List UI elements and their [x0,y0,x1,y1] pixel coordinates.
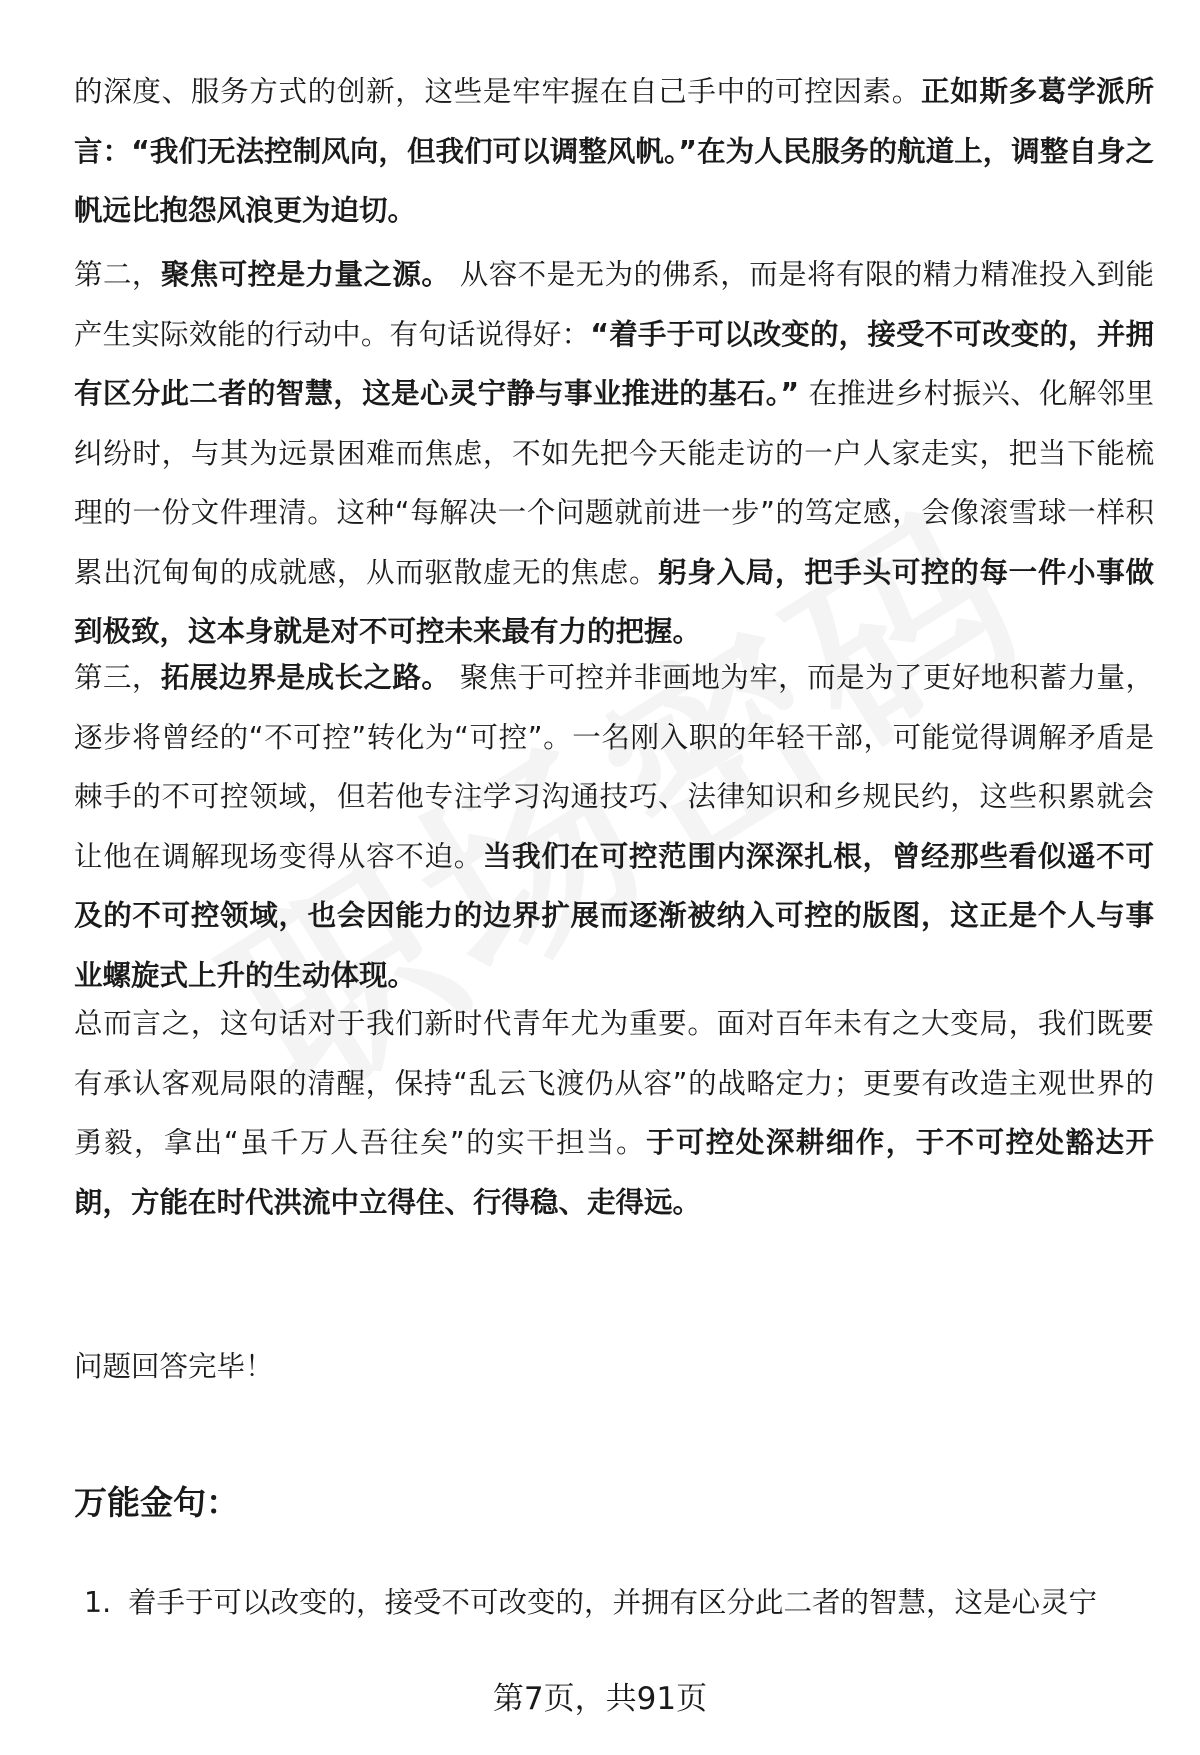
paragraph-bold-quote: “着手于可以改变的，接受不可改变的，并拥有区分此二者的智慧，这是心灵宁静与事业推进的基石。” [74,317,1154,410]
list-item-text: 着手于可以改变的，接受不可改变的，并拥有区分此二者的智慧，这是心灵宁 [128,1586,1098,1619]
section-heading: 万能金句： [74,1483,239,1522]
paragraph-text: 总而言之，这句话对于我们新时代青年尤为重要。面对百年未有之大变局，我们既要有承认客观局限的清醒，保持“乱云飞渡仍从容”的战略定力；更要有改造主观世界的勇毅，拿出“虽千万人吾往矣”的实干担当。 [74,1007,1154,1159]
point-title: 聚焦可控是力量之源。 [160,258,451,291]
paragraph-point-two [74,245,1154,662]
paragraph-bold-text: 躬身入局，把手头可控的每一件小事做到极致，这本身就是对不可控未来最有力的把握。 [74,555,1154,648]
paragraph-bold-text: 当我们在可控范围内深深扎根，曾经那些看似遥不可及的不可控领域，也会因能力的边界扩展而逐渐被纳入可控的版图，这正是个人与事业螺旋式上升的生动体现。 [74,839,1154,992]
paragraph-closing [74,1337,1154,1397]
paragraph-text: 的深度、服务方式的创新，这些是牢牢握在自己手中的可控因素。 [74,75,922,108]
list-item [84,1578,1164,1628]
point-title: 拓展边界是成长之路。 [160,661,451,694]
paragraph-bold-text: 正如斯多葛学派所言：“我们无法控制风向，但我们可以调整风帆。”在为人民服务的航道上，调整自身之帆远比抱怨风浪更为迫切。 [74,75,1154,227]
paragraph-text: 在推进乡村振兴、化解邻里纠纷时，与其为远景困难而焦虑，不如先把今天能走访的一户人家走实，把当下能梳理的一份文件理清。这种“每解决一个问题就前进一步”的笃定感，会像滚雪球一样积累出沉甸甸的成就感，从而驱散虚无的焦虑。 [74,377,1154,589]
paragraph-text: 从容不是无为的佛系，而是将有限的精力精准投入到能产生实际效能的行动中。有句话说得好： [74,258,1154,351]
paragraph-conclusion [74,994,1154,1232]
paragraph-point-three [74,648,1154,1005]
list-item-number: 1. [84,1586,112,1619]
page-number-footer: 第7页，共91页 [492,1681,708,1717]
point-label: 第二， [74,258,161,291]
paragraph-text: 问题回答完毕！ [74,1350,274,1383]
paragraph-bold-text: 于可控处深耕细作，于不可控处豁达开朗，方能在时代洪流中立得住、行得稳、走得远。 [74,1126,1154,1219]
point-label: 第三， [74,661,161,694]
paragraph-text: 聚焦于可控并非画地为牢，而是为了更好地积蓄力量，逐步将曾经的“不可控”转化为“可控”。一名刚入职的年轻干部，可能觉得调解矛盾是棘手的不可控领域，但若他专注学习沟通技巧、法律知识和乡规民约，这些积累就会让他在调解现场变得从容不迫。 [74,661,1154,873]
paragraph-intro-continued [74,62,1154,241]
